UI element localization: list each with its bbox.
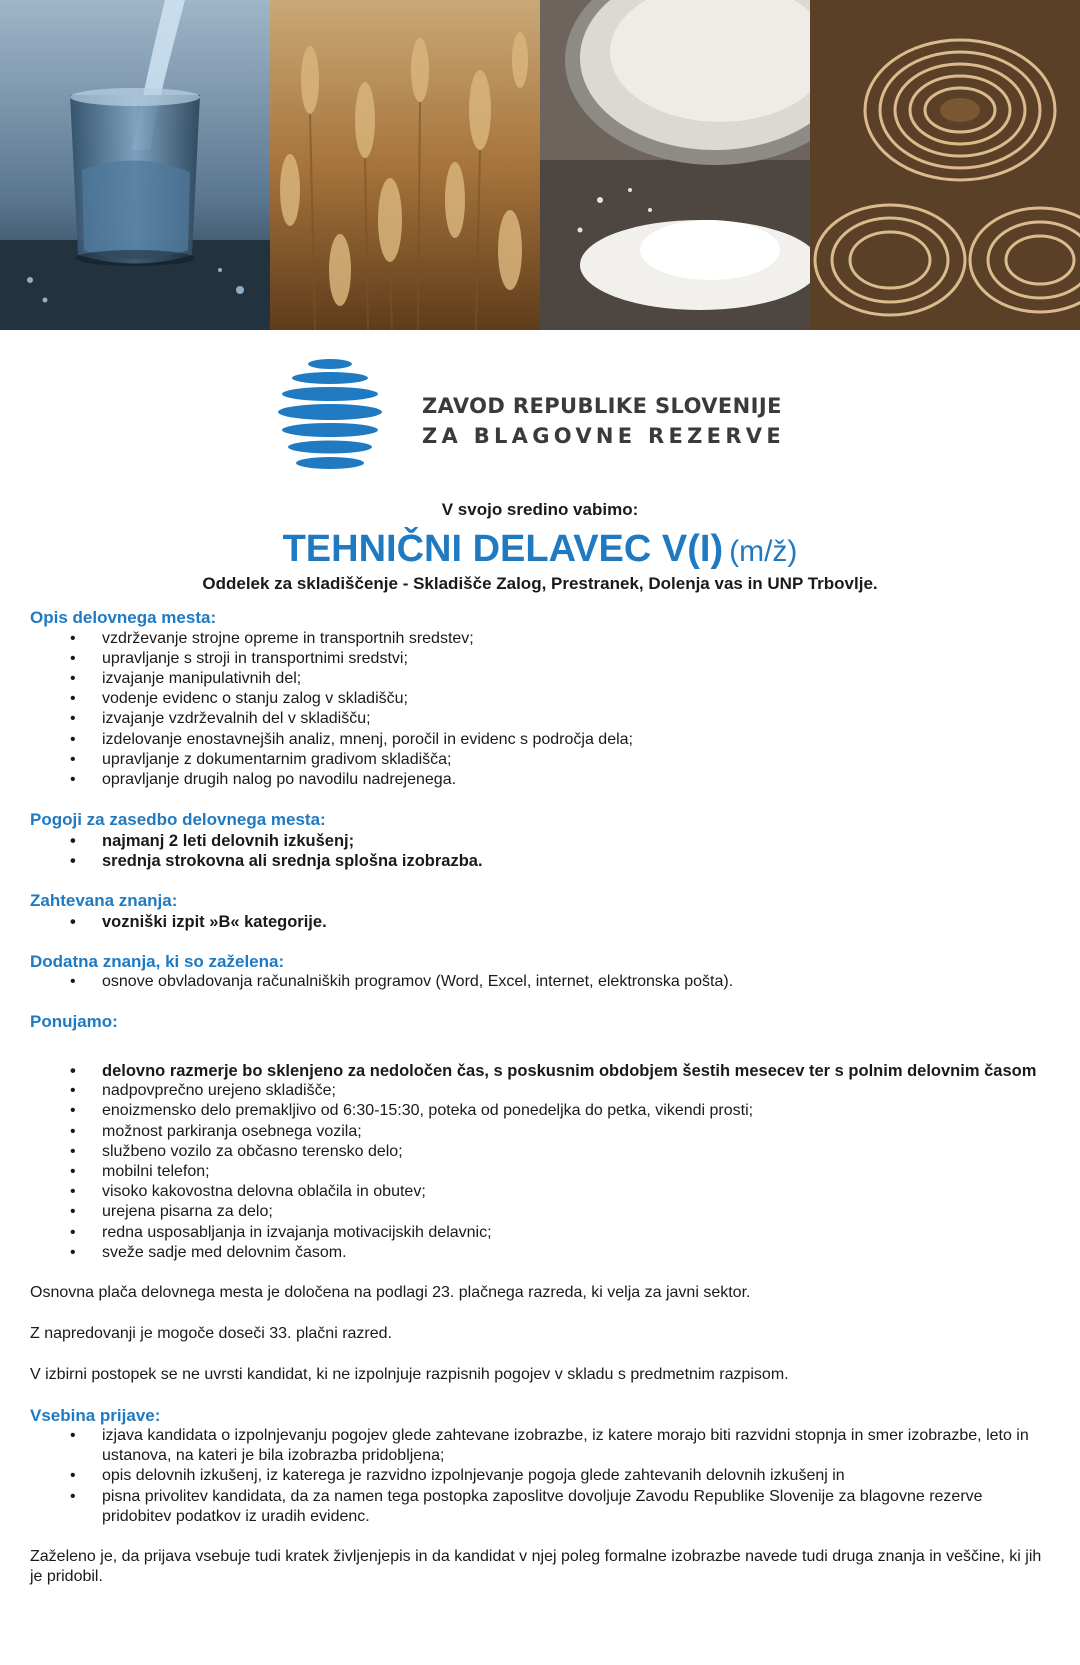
gender-suffix: (m/ž) bbox=[729, 535, 798, 568]
list-item: • službeno vozilo za občasno terensko delo; bbox=[30, 1142, 1050, 1162]
list-item: • srednja strokovna ali srednja splošna izobrazba. bbox=[30, 851, 1050, 871]
closing-paragraph: Zaželeno je, da prijava vsebuje tudi kratek življenjepis in da kandidat v njej poleg formalne izobrazbe navede tudi druga znanja in veščine, ki jih je pridobil. bbox=[30, 1548, 1042, 1586]
list-item: • osnove obvladovanja računalniških programov (Word, Excel, internet, elektronska pošta). bbox=[30, 972, 1050, 992]
list-item: • vodenje evidenc o stanju zalog v skladišču; bbox=[30, 689, 1050, 709]
list-item: • pisna privolitev kandidata, da za namen tega postopka zaposlitve dovoljuje Zavodu Republike Slovenije za blagovne rezerve pridobitev podatkov iz uradih evidenc. bbox=[30, 1487, 1050, 1527]
section-heading-ponujamo: Ponujamo: bbox=[30, 1012, 118, 1032]
section-heading-pogoji: Pogoji za zasedbo delovnega mesta: bbox=[30, 810, 326, 830]
list-dodatna bbox=[30, 972, 1050, 992]
flour-sieve-photo bbox=[540, 0, 810, 330]
stacked-discs-logo-icon bbox=[278, 356, 382, 474]
wheat-field-photo bbox=[270, 0, 540, 330]
organization-logo bbox=[278, 356, 808, 476]
list-item: • nadpovprečno urejeno skladišče; bbox=[30, 1081, 1050, 1101]
list-item: • visoko kakovostna delovna oblačila in obutev; bbox=[30, 1182, 1050, 1202]
logo-line-2: ZA BLAGOVNE REZERVE bbox=[422, 424, 785, 448]
list-item: • vzdrževanje strojne opreme in transportnih sredstev; bbox=[30, 629, 1050, 649]
list-zahtevana bbox=[30, 912, 1050, 932]
section-heading-vsebina: Vsebina prijave: bbox=[30, 1405, 161, 1425]
list-vsebina bbox=[30, 1426, 1050, 1527]
list-item: • izvajanje vzdrževalnih del v skladišču; bbox=[30, 709, 1050, 729]
section-heading-opis: Opis delovnega mesta: bbox=[30, 608, 217, 627]
header-banner bbox=[0, 0, 1080, 330]
list-item: • najmanj 2 leti delovnih izkušenj; bbox=[30, 831, 1050, 851]
list-item: • upravljanje z dokumentarnim gradivom skladišča; bbox=[30, 750, 1050, 770]
job-title-text: TEHNIČNI DELAVEC V(I) bbox=[282, 528, 724, 570]
list-item: • opravljanje drugih nalog po navodilu nadrejenega. bbox=[30, 770, 1050, 790]
selection-paragraph: V izbirni postopek se ne uvrsti kandidat, ki ne izpolnjuje razpisnih pogojev v skladu s predmetnim razpisom. bbox=[30, 1366, 789, 1384]
list-ponujamo bbox=[30, 1061, 1050, 1263]
list-item: • upravljanje s stroji in transportnimi sredstvi; bbox=[30, 649, 1050, 669]
list-item: • možnost parkiranja osebnega vozila; bbox=[30, 1122, 1050, 1142]
list-item: • vozniški izpit »B« kategorije. bbox=[30, 912, 1050, 932]
salary-paragraph: Osnovna plača delovnega mesta je določena na podlagi 23. plačnega razreda, ki velja za javni sektor. bbox=[30, 1283, 751, 1301]
list-item: • mobilni telefon; bbox=[30, 1162, 1050, 1182]
intro-text: V svojo sredino vabimo: bbox=[441, 500, 639, 519]
list-item: • opis delovnih izkušenj, iz katerega je razvidno izpolnjevanje pogoja glede zahtevanih delovnih izkušenj in bbox=[30, 1466, 1050, 1486]
pasta-nests-photo bbox=[810, 0, 1080, 330]
water-glass-photo bbox=[0, 0, 270, 330]
list-item: • redna usposabljanja in izvajanja motivacijskih delavnic; bbox=[30, 1223, 1050, 1243]
list-item: • delovno razmerje bo sklenjeno za nedoločen čas, s poskusnim obdobjem šestih mesecev ter s polnim delovnim časom bbox=[30, 1061, 1050, 1081]
job-title bbox=[0, 524, 1080, 577]
list-item: • izdelovanje enostavnejših analiz, mnenj, poročil in evidenc s področja dela; bbox=[30, 730, 1050, 750]
job-description bbox=[30, 608, 1050, 1588]
department-subtitle: Oddelek za skladiščenje - Skladišče Zalog, Prestranek, Dolenja vas in UNP Trbovlje. bbox=[202, 574, 878, 593]
list-item: • urejena pisarna za delo; bbox=[30, 1202, 1050, 1222]
list-item: • izjava kandidata o izpolnjevanju pogojev glede zahtevane izobrazbe, iz katere morajo biti razvidni stopnja in smer izobrazbe, leto in ustanova, na kateri je bila izobrazba pridobljena; bbox=[30, 1426, 1050, 1466]
promotion-paragraph: Z napredovanji je mogoče doseči 33. plačni razred. bbox=[30, 1325, 392, 1343]
list-item: • izvajanje manipulativnih del; bbox=[30, 669, 1050, 689]
section-heading-zahtevana: Zahtevana znanja: bbox=[30, 891, 178, 911]
list-pogoji bbox=[30, 831, 1050, 871]
section-heading-dodatna: Dodatna znanja, ki so zaželena: bbox=[30, 951, 285, 971]
logo-line-1: ZAVOD REPUBLIKE SLOVENIJE bbox=[422, 394, 782, 418]
list-item: • sveže sadje med delovnim časom. bbox=[30, 1243, 1050, 1263]
list-opis bbox=[30, 629, 1050, 791]
list-item: • enoizmensko delo premakljivo od 6:30-15:30, poteka od ponedeljka do petka, vikendi prosti; bbox=[30, 1101, 1050, 1121]
